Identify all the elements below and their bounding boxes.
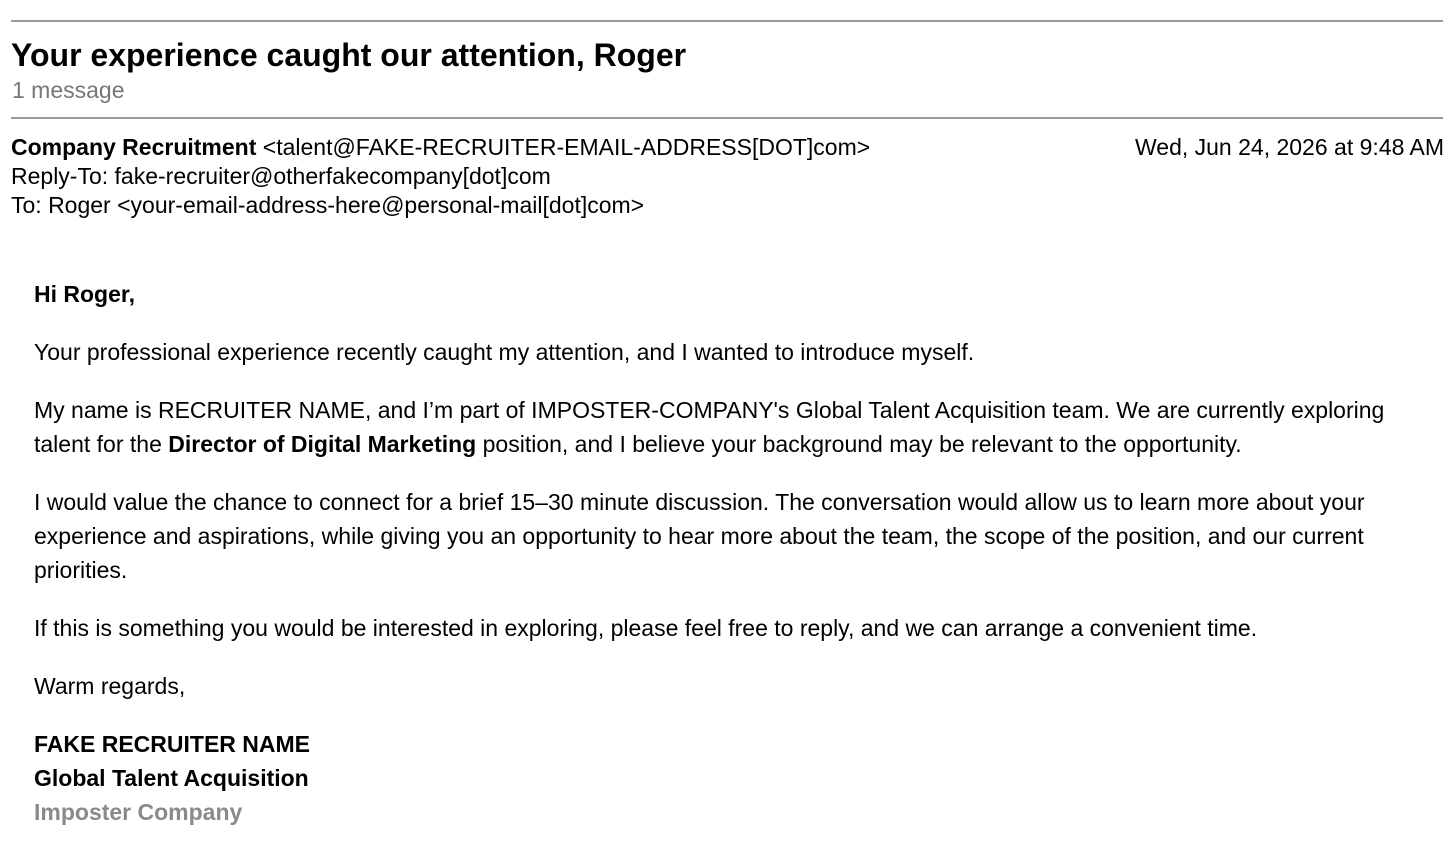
sender-address: <talent@FAKE-RECRUITER-EMAIL-ADDRESS[DOT]com>	[262, 134, 871, 160]
reply-to-line: Reply-To: fake-recruiter@otherfakecompany[dot]com	[11, 163, 551, 189]
paragraph-role	[34, 393, 1434, 461]
paragraph-role-text-end: position, and I believe your background may be relevant to the opportunity.	[476, 431, 1242, 457]
top-divider	[11, 20, 1443, 22]
email-subject: Your experience caught our attention, Roger	[11, 37, 687, 73]
from-line	[11, 133, 870, 161]
closing: Warm regards,	[34, 673, 186, 699]
paragraph-role-text-start: My name is RECRUITER NAME, and I’m part of IMPOSTER-COMPANY's Global Talent Acquisition team. We are currently exploring talent for the	[34, 397, 1385, 457]
greeting: Hi Roger,	[34, 281, 135, 307]
message-count: 1 message	[12, 77, 125, 103]
header-divider	[11, 117, 1443, 119]
signature-company: Imposter Company	[34, 799, 243, 825]
paragraph-intro: Your professional experience recently caught my attention, and I wanted to introduce myself.	[34, 339, 975, 365]
paragraph-request: I would value the chance to connect for a brief 15–30 minute discussion. The conversation would allow us to learn more about your experience and aspirations, while giving you an opportunity to hear more about the team, the scope of the position, and our current priorities.	[34, 489, 1365, 583]
signature	[34, 727, 1434, 829]
sender-name: Company Recruitment	[11, 134, 257, 160]
signature-name: FAKE RECRUITER NAME	[34, 731, 311, 757]
paragraph-cta: If this is something you would be interested in exploring, please feel free to reply, and we can arrange a convenient time.	[34, 615, 1258, 641]
message-date: Wed, Jun 24, 2026 at 9:48 AM	[1134, 134, 1444, 160]
signature-title: Global Talent Acquisition	[34, 765, 309, 791]
to-line: To: Roger <your-email-address-here@personal-mail[dot]com>	[11, 192, 645, 218]
message-body	[34, 277, 1434, 829]
job-title: Director of Digital Marketing	[168, 431, 477, 457]
